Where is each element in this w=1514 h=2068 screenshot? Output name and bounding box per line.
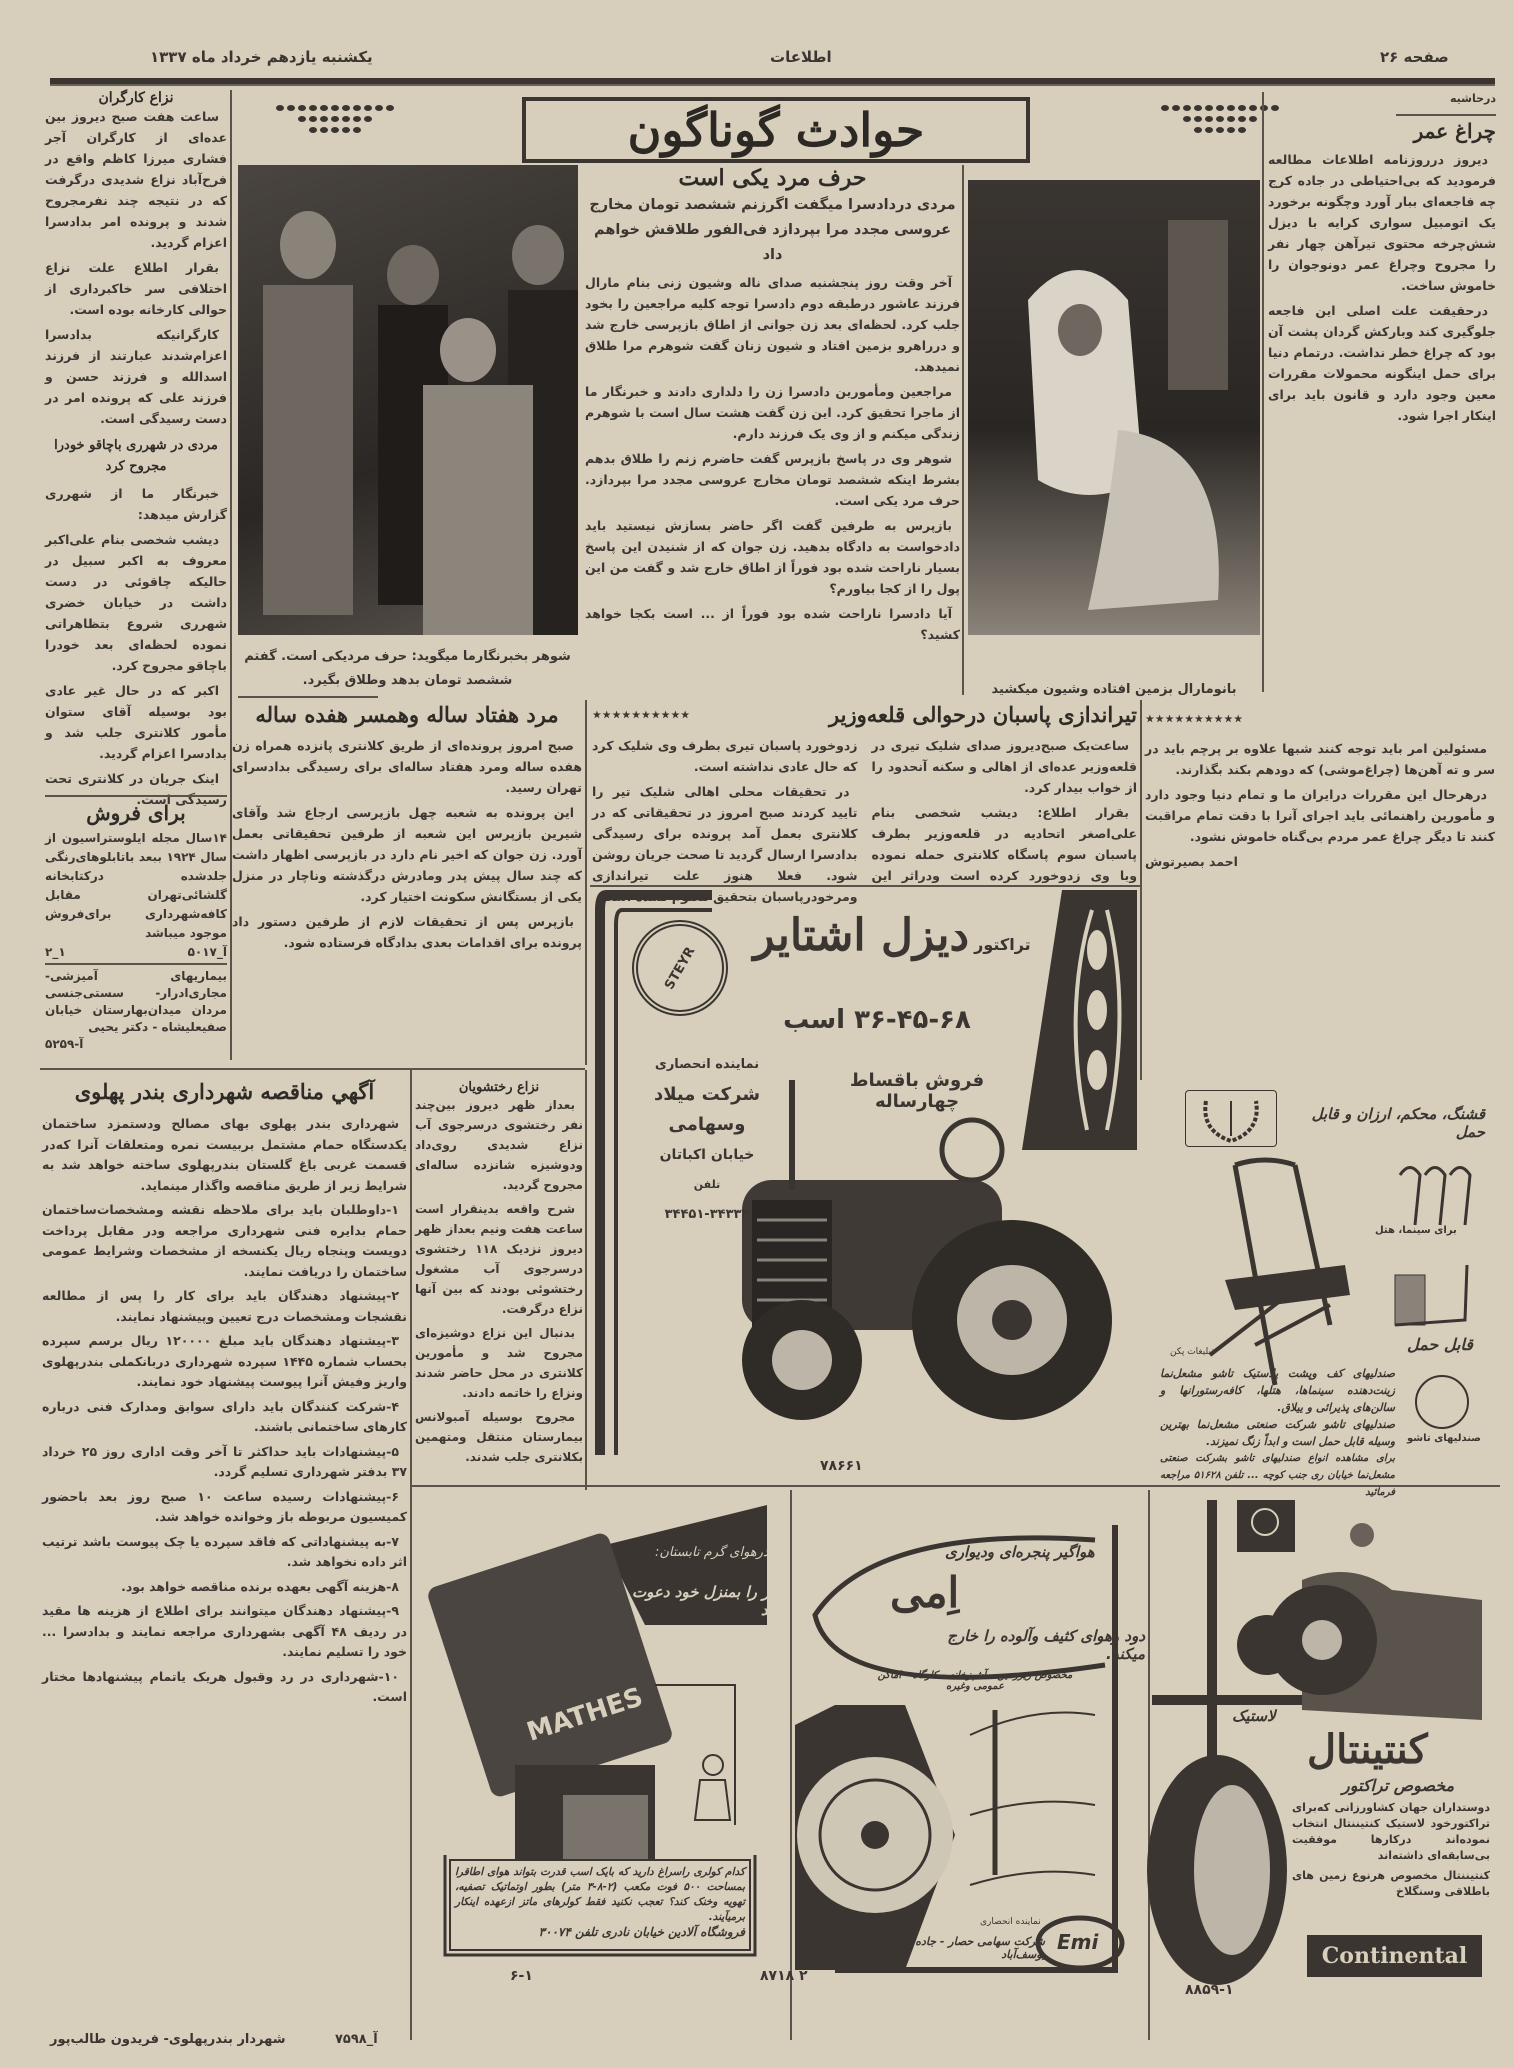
- paragraph: درهرحال این مقررات درایران ما و تمام دنیا وجود دارد و مأمورین راهنمائی باید اجرای آنرا با دقت تمام مراقبت کنند تا دیگر چراغ عمر مردم بی‌گناه خاموش نشود.: [1145, 787, 1495, 844]
- continental-logo-text: Continental: [1321, 1943, 1468, 1969]
- column-rule: [585, 700, 587, 1065]
- laundry-title: نزاع رختشویان: [458, 1080, 540, 1095]
- article-body: [1268, 149, 1496, 426]
- paragraph: مسئولین امر باید توجه کنند شبها علاوه بر پرچم باید در سر و ته آهن‌ها (چراغ‌موشی) که دودهم بکند بگذارند.: [1145, 741, 1495, 777]
- clinic-text: بیماریهای آمیزشی-مجاری‌ادرار- سستی‌جنسی مردان میدان‌بهارستان خیابان صفیعلیشاه - دکتر یحیی: [45, 969, 227, 1034]
- column-rule: [1262, 92, 1264, 692]
- workers-fight-title: نزاع کارگران: [98, 90, 174, 106]
- steyr-horsepower: ۳۶-۴۵-۶۸ اسب: [783, 1005, 971, 1035]
- ornament-stars: ٭٭٭٭٭٭٭٭٭٭: [592, 704, 691, 725]
- page-header: [40, 38, 1500, 78]
- shooting-headline: تیراندازی پاسبان درحوالی قلعه‌وزیر: [829, 702, 1137, 727]
- chair-text-1: صندلیهای کف وپشت پلاستیک تاشو مشعل‌نما زینت‌دهنده سینماها، هتلها، کافه‌رستورانها و سالن‌های پذیرائی و ییلاق.: [1160, 1367, 1395, 1414]
- paragraph: ساعت‌یک صبح‌دیروز صدای شلیک تیری در قلعه‌وزیر عده‌ای از اهالی و سکنه آنحدود را از خواب بیدار کرد.: [871, 738, 1137, 795]
- old-man-story: [232, 702, 582, 1062]
- continental-subtitle: مخصوص تراکتور: [1342, 1776, 1455, 1795]
- ad-code: آ_۵۰۱۷: [187, 945, 227, 959]
- author-signature: احمد بصیرتوش: [1145, 854, 1238, 869]
- for-sale-text: ۱۴سال مجله ایلوستراسیون از سال ۱۹۲۴ ببعد باتابلوهای‌رنگی جلدشده درکتابخانه گلشائی‌تهران مقابل کافه‌شهرداری برای‌فروش موجود میباشد: [45, 831, 227, 940]
- steyr-agent-label: نماینده انحصاری: [654, 1057, 760, 1072]
- left-column-article: [45, 90, 227, 807]
- section-title-box: [522, 97, 1030, 163]
- kicker-rule: [1396, 114, 1496, 116]
- article-title: چراغ عمر: [1413, 119, 1496, 143]
- paragraph: ۱۰-شهرداری در رد وقبول هریک یاتمام پیشنهادها مختار است.: [42, 1668, 407, 1704]
- clinic-code: آ-۵۲۵۹: [45, 1037, 84, 1051]
- ladder-icon: [1415, 1375, 1469, 1429]
- steyr-phone: ۳۴۴۵۱-۳۴۳۳۳: [664, 1207, 750, 1222]
- chair-text-2: صندلیهای تاشو شرکت صنعتی مشعل‌نما بهترین وسیله قابل حمل است و ابداً زنگ نمیزند.: [1160, 1418, 1395, 1448]
- continental-ad-code: ۸۸۵۹-۱: [1185, 1982, 1234, 1998]
- clinic-ad: [45, 968, 227, 1066]
- row-rule: [40, 1068, 585, 1070]
- paragraph: ۱-داوطلبان باید برای ملاحظه نقشه ومشخصات‌ساختمان حمام بدایره فنی شهرداری مراجعه ودر مقابل پرداخت دویست وپنجاه ریال یکنسخه از مشخصات وشرایط عمومی ساختمان را دریافت نمایند.: [42, 1202, 407, 1279]
- continental-logo: [1307, 1935, 1482, 1977]
- chair-text-3: برای مشاهده انواع صندلیهای تاشو بشرکت صنعتی مشعل‌نما خیابان ری جنب کوچه ... تلفن ۵۱۶۲۸ مراجعه فرمائید: [1160, 1453, 1395, 1498]
- paragraph: بقرار اطلاع: دیشب شخصی بنام علی‌اصغر اتحادیه در قلعه‌وزیر بطرف پاسبان سوم پاسگاه کلانتری حمله نموده وبا وی زدوخورد کرده است ودراثر این زدوخورد پاسبان تیری بطرف وی شلیک کرد که حال عادی نداشته است.: [592, 738, 1137, 883]
- paragraph: بازپرس پس از تحقیقات لازم از طرفین دستور داد پرونده برای اقدامات بعدی بدادگاه فرستاده شود.: [232, 914, 582, 950]
- photo-woman-caption: بانومارال بزمین افتاده وشیون میکشید: [991, 682, 1237, 697]
- row-rule: [590, 885, 1140, 887]
- continental-text-1: دوستداران جهان کشاورزانی که‌برای تراکتورخود لاستیک کنتیننتال انتخاب نموده‌اند درکارها موفقیت بی‌سابقه‌ای داشته‌اند: [1292, 1801, 1490, 1862]
- emi-logo: Emi: [1057, 1930, 1099, 1954]
- paragraph: در تحقیقات محلی اهالی شلیک تیر را تایید کردند صبح امروز در تحقیقاتی که در کلانتری بعمل آمد پرونده برای رسیدگی بدادسرا ارسال گردید تا صحت جریان روشن شود. فعلا هنوز علت تیراندازی ومرخودرپاسبان بتحقیق معلوم نشده است.: [592, 784, 858, 904]
- workers-fight-body: [45, 106, 227, 429]
- paragraph: مراجعین ومأمورین دادسرا زن را دلداری دادند و خبرنگار ما از ماجرا تحقیق کرد. این زن گفت هشت سال است با شوهرم زندگی میکنم و از وی یک فرزند دارم.: [585, 384, 960, 441]
- for-sale-title: برای فروش: [86, 801, 186, 825]
- chair-ad-emblem: [1185, 1090, 1277, 1147]
- mathes-cooler-ad: [415, 1495, 785, 1965]
- column-rule: [410, 1070, 412, 2040]
- label-portable: قابل حمل: [1407, 1335, 1473, 1354]
- steyr-ad-code: ۷۸۶۶۱: [820, 1458, 863, 1474]
- paragraph: ۳-پیشنهاد دهندگان باید مبلغ ۱۲۰۰۰۰ ریال برسم سپرده بحساب شماره ۱۴۴۵ سپرده شهرداری دربانکملی بندرپهلوی واریز وفیش آنرا پیوست پیشنهاد خود نمایند.: [42, 1333, 407, 1389]
- steyr-logo-text: STEYR: [661, 944, 699, 992]
- paragraph: شرح واقعه بدینقرار است ساعت هفت ونیم بعداز ظهر دیروز نزدیک ۱۱۸ رختشوی درسرجوی آب مشغول رختشوئی بودند که بین آنها نزاع درگرفت.: [415, 1202, 583, 1316]
- laurel-icon: [1186, 1091, 1276, 1146]
- folding-chair-illustration: [1145, 1155, 1500, 1395]
- emi-line1: هواگیر پنجره‌ای ودیواری: [945, 1543, 1095, 1561]
- paragraph: اکبر که در حال غیر عادی بود بوسیله آقای ستوان مأمور کلانتری جلب شد و بدادسرا اعزام گردید.: [45, 683, 227, 761]
- paragraph: ۵-پیشنهادات باید حداکثر تا آخر وقت اداری روز ۲۵ خرداد ۳۷ بدفتر شهرداری تسلیم گردد.: [42, 1443, 407, 1479]
- continental-brand-fa: کنتینتال: [1307, 1726, 1428, 1773]
- paragraph: بدنبال این نزاع دوشیزه‌ای مجروح شد و مأمورین کلانتری در محل حاضر شدند ونزاع را خاتمه دادند.: [415, 1326, 583, 1400]
- mathes-brand: MATHES: [523, 1682, 647, 1748]
- chair-ad: [1145, 1085, 1500, 1498]
- paragraph: ساعت هفت صبح دیروز بین عده‌ای از کارگران آجر فشاری میرزا کاظم واقع در فرح‌آباد نزاع شدیدی درگرفت که در نتیجه چند نفرمجروح شدند و پرونده امر بدادسرا اعزام گردید.: [45, 109, 227, 250]
- column-rule: [1140, 700, 1142, 1080]
- laundry-body: [415, 1095, 583, 1467]
- paragraph: دیشب شخصی بنام علی‌اکبر معروف به اکبر سبیل در حالیکه چاقوئی در دست داشت در خیابان خضری شهرری شروع بتظاهراتی نموده لحظه‌ای بعد خودرا باچاقو مجروح کرد.: [45, 532, 227, 673]
- tender-code: آ_۷۵۹۸: [335, 2032, 378, 2047]
- date-line: یکشنبه یازدهم خرداد ماه ۱۳۳۷: [150, 48, 373, 66]
- fan-illustration: [795, 1505, 1145, 1975]
- mathes-body: کدام کولری راسراغ دارید که بایک اسب قدرت بتواند هوای اطاقرا بمساحت ۵۰۰ فوت مکعب (۲-۸-۳ متر) بطور اوتماتیک تصفیه، تهویه وخنک کند؟ تعجب نکنید فقط کولرهای ماتز ازعهده اینکار برمیآیند.: [455, 1866, 745, 1923]
- paragraph: کارگرانیکه بدادسرا اعزام‌شدند عبارتند از فرزند اسدالله و فرزند حسن و فرزند علی که پرونده امر در دست رسیدگی است.: [45, 327, 227, 426]
- mathes-dealer: فروشگاه آلادین خیابان نادری تلفن ۳۰۰۷۴: [538, 1925, 745, 1939]
- label-cinema: برای سینما، هتل: [1375, 1225, 1457, 1236]
- chair-ad-headline: قشنگ، محکم، ارزان و قابل حمل: [1311, 1105, 1485, 1141]
- mathes-line1: درهوای گرم تابستان:: [655, 1545, 769, 1560]
- laundry-story: [415, 1080, 583, 1480]
- newspaper-name: اطلاعات: [770, 48, 832, 66]
- mathes-ad-code: ۶-۱: [510, 1968, 533, 1984]
- paragraph: شهرداری بندر پهلوی بهای مصالح ودستمزد ساختمان یکدستگاه حمام مشتمل بربیست نمره ومتعلقات آنرا که‌در قسمت غربی باغ گلستان بندرپهلوی ساخته خواهد شد به شرایط زیر از طریق مناقصه واگذار مینماید.: [42, 1116, 407, 1193]
- paragraph: خبرنگار ما از شهرری گزارش میدهد:: [45, 486, 227, 522]
- steyr-company: شرکت میلاد وسهامی: [653, 1084, 761, 1135]
- steyr-logo: [632, 920, 728, 1016]
- shooting-story: [592, 702, 1137, 904]
- main-story-body: [585, 272, 960, 645]
- emi-ventilator-ad: [795, 1505, 1145, 1975]
- paragraph: ۸-هزینه آگهی بعهده برنده مناقصه خواهد بود.: [121, 1578, 399, 1594]
- paragraph: اینک جریان در کلانتری تحت رسیدگی است.: [45, 771, 227, 807]
- paragraph: آیا دادسرا ناراحت شده بود فوراً از ... است بکجا خواهد کشید؟: [585, 606, 960, 642]
- photo-husband: [238, 165, 578, 635]
- old-man-body: [232, 735, 582, 953]
- paragraph: ۹-پیشنهاد دهندگان میتوانند برای اطلاع از هزینه ها مقید در ردیف ۴۸ آگهی بشهرداری مراجعه نمایند و بدادسرا ... خود را تسلیم نمایند.: [42, 1603, 407, 1659]
- photo-men-illustration: [238, 165, 578, 635]
- page-number: صفحه ۲۶: [1380, 48, 1449, 66]
- emi-line3: مخصوص زیرزمین - آشپزخانه - کارگاه - اماکن عمومی وغیره: [877, 1670, 1073, 1692]
- paragraph: بعداز ظهر دیروز بین‌چند نفر رختشوی درسرجوی آب نزاع شدیدی روی‌داد ودوشیزه شانزده ساله‌ای مجروح گردید.: [415, 1098, 583, 1192]
- for-sale-ad: [45, 795, 227, 965]
- tender-signature: شهردار بندرپهلوی- فریدون طالب‌پور: [50, 2032, 286, 2047]
- steyr-title: دیزل اشتایر: [753, 910, 970, 961]
- mathes-text: [455, 1865, 745, 1940]
- emi-agent-label: نماینده انحصاری: [980, 1917, 1041, 1927]
- mathes-line2: بهار را بمنزل خود دعوت کنید: [632, 1583, 785, 1619]
- steyr-tractor-ad: [592, 890, 1137, 1455]
- steyr-phone-label: تلفن: [693, 1178, 721, 1191]
- column-rule: [1148, 1490, 1150, 2040]
- emi-company: شرکت سهامی حصار - جاده یوسف‌آباد: [915, 1935, 1045, 1961]
- old-man-headline: مرد هفتاد ساله وهمسر هفده ساله: [255, 702, 559, 727]
- paragraph: شوهر وی در پاسخ بازپرس گفت حاضرم زنم را طلاق بدهم بشرط اینکه ششصد تومان مخارج عروسی مجدد مرا بپردازد. حرف مرد یکی است.: [585, 451, 960, 508]
- paragraph: ۲-پیشنهاد دهندگان باید برای کار را پس از مطالعه نقشجات ومشخصات درج تعیین وپیشنهاد نمایند.: [42, 1288, 407, 1324]
- row-rule: [410, 1485, 1500, 1487]
- main-subheadline: مردی دردادسرا میگفت اگرزنم ششصد تومان مخارج عروسی مجدد مرا بپردازد فی‌الفور طلاقش خواهم داد: [589, 197, 956, 263]
- right-column-article: [1268, 92, 1496, 692]
- paragraph: مجروح بوسیله آمبولانس بیمارستان منتقل ومتهمین بکلانتری جلب شدند.: [415, 1410, 583, 1464]
- paragraph: بقرار اطلاع علت نزاع اختلافی سر خاکبرداری از حوالی کارخانه بوده است.: [45, 260, 227, 317]
- continental-text: [1292, 1800, 1490, 1900]
- chair-ad-text: [1160, 1365, 1395, 1501]
- ornament-stars-right: ٭٭٭٭٭٭٭٭٭٭: [1145, 708, 1244, 729]
- label-ladder: صندلیهای تاشو: [1407, 1433, 1481, 1444]
- paragraph: درحقیقت علت اصلی این فاجعه جلوگیری کند وبارکش گردان پشت آن بود که چراغ خطر نداشت. درتمام دنیا برای حمل اینگونه محمولات مقررات معین وجود دارد و قانون باید برای اینکار اجرا شود.: [1268, 303, 1496, 423]
- paragraph: این پرونده به شعبه چهل بازپرسی ارجاع شد وآقای شیرین بازپرس این شعبه از طرفین تحقیقاتی بعمل آورد. زن جوان که اخیر نام دارد در بازپرسی اظهار داشت که چند سال پیش پدر ومادرش درگذشته ونا‌چار در منزل یکی از بستگانش سکونت اختیار کرد.: [232, 805, 582, 904]
- label-packed: تبلیغات پکن: [1170, 1347, 1214, 1357]
- main-headline: حرف مرد یکی است: [678, 165, 867, 191]
- ornament-left: [255, 100, 415, 138]
- column-rule: [585, 1070, 587, 1490]
- paragraph: صبح امروز پرونده‌ای از طریق کلانتری پانزده همراه زن هفده ساله ومرد هفتاد ساله‌ای برای رسیدگی بدادسرای تهران رسید.: [232, 738, 582, 795]
- paragraph: دیروز درروزنامه اطلاعات مطالعه فرمودید که بی‌احتیاطی در جاده کرج چه فاجعه‌ای ببار آورد وچگونه برخورد یک اتومبیل سواری کرایه با دیزل شش‌چرخه محتوی تیرآهن چهار نفر را مجروح وچراغ عمر دونوجوان را خاموش ساخت.: [1268, 152, 1496, 293]
- paragraph: ۶-پیشنهادات رسیده ساعت ۱۰ صبح روز بعد باحضور کمیسیون مربوطه باز وخوانده خواهد شد.: [42, 1488, 407, 1524]
- emi-line2: دود وهوای کثیف وآلوده را خارج میکند.: [947, 1627, 1145, 1663]
- continental-tire-ad: [1152, 1500, 1500, 1980]
- tender-title: آگهي مناقصه شهرداری بندر پهلوی: [74, 1079, 375, 1104]
- continental-kicker: لاستیک: [1232, 1707, 1276, 1725]
- knife-story-body: [45, 483, 227, 810]
- steyr-title-small: تراکتور: [974, 935, 1031, 954]
- column-rule: [790, 1490, 792, 2040]
- paragraph: ۴-شرکت کنندگان باید دارای سوابق ومدارک فنی درباره کارهای ساختمانی باشند.: [42, 1398, 407, 1434]
- photo-woman-illustration: [968, 180, 1260, 635]
- right-column-continued: [1145, 738, 1495, 1060]
- tender-body: [42, 1114, 407, 1708]
- paragraph: آخر وقت روز پنجشنبه صدای ناله وشیون زنی بنام مارال فرزند عاشور درطبقه دوم دادسرا توجه کلیه مراجعین را بخود جلب کرد. لحظه‌ای بعد زن جوانی از اطاق بازپرسی خارج شد و درراهرو بزمین افتاد و شیون زنان گفت شوهرم مرا طلاق نمیدهد.: [585, 275, 960, 374]
- paragraph: ۷-به پیشنهاداتی که فاقد سپرده یا چک پیوست باشد ترتیب اثر داده نخواهد شد.: [42, 1533, 407, 1569]
- paragraph: بازپرس به طرفین گفت اگر حاضر بسازش نیستید باید دادخواست به دادگاه بدهید. زن جوان که از شنیدن این پاسخ بسیار ناراحت شده بود فوراً از اطاق خارج شد و گفت من این پول را از کجا بیاورم؟: [585, 518, 960, 596]
- section-title: حوادث گوناگون: [627, 103, 925, 157]
- column-rule: [962, 165, 964, 695]
- caption-rule: [238, 696, 378, 698]
- photo-woman: [968, 180, 1260, 635]
- ad-count: ۱_۲: [45, 945, 66, 959]
- continental-text-2: کنتیننتال مخصوص هرنوع زمین های باطلاقی وسنگلاخ: [1292, 1869, 1490, 1898]
- shooting-body: [592, 735, 1137, 907]
- knife-story-title: مردی در شهرری باچاقو خودرا مجروح کرد: [54, 438, 218, 474]
- emi-brand: اِمی: [890, 1568, 960, 1617]
- steyr-offer: فروش باقساط چهارساله: [849, 1070, 985, 1112]
- main-story: [585, 165, 960, 695]
- emi-ad-code: ۸۷۱۸ ۲: [760, 1968, 808, 1984]
- kicker: درحاشیه: [1449, 92, 1496, 105]
- photo-husband-caption: شوهر بخبرنگارما میگوید: حرف مردیکی است. گفتم ششصد تومان بدهد وطلاق بگیرد.: [244, 649, 571, 688]
- steyr-address: خیابان اکباتان: [659, 1147, 755, 1163]
- header-rule: [50, 78, 1495, 86]
- tender-ad: [42, 1075, 407, 2023]
